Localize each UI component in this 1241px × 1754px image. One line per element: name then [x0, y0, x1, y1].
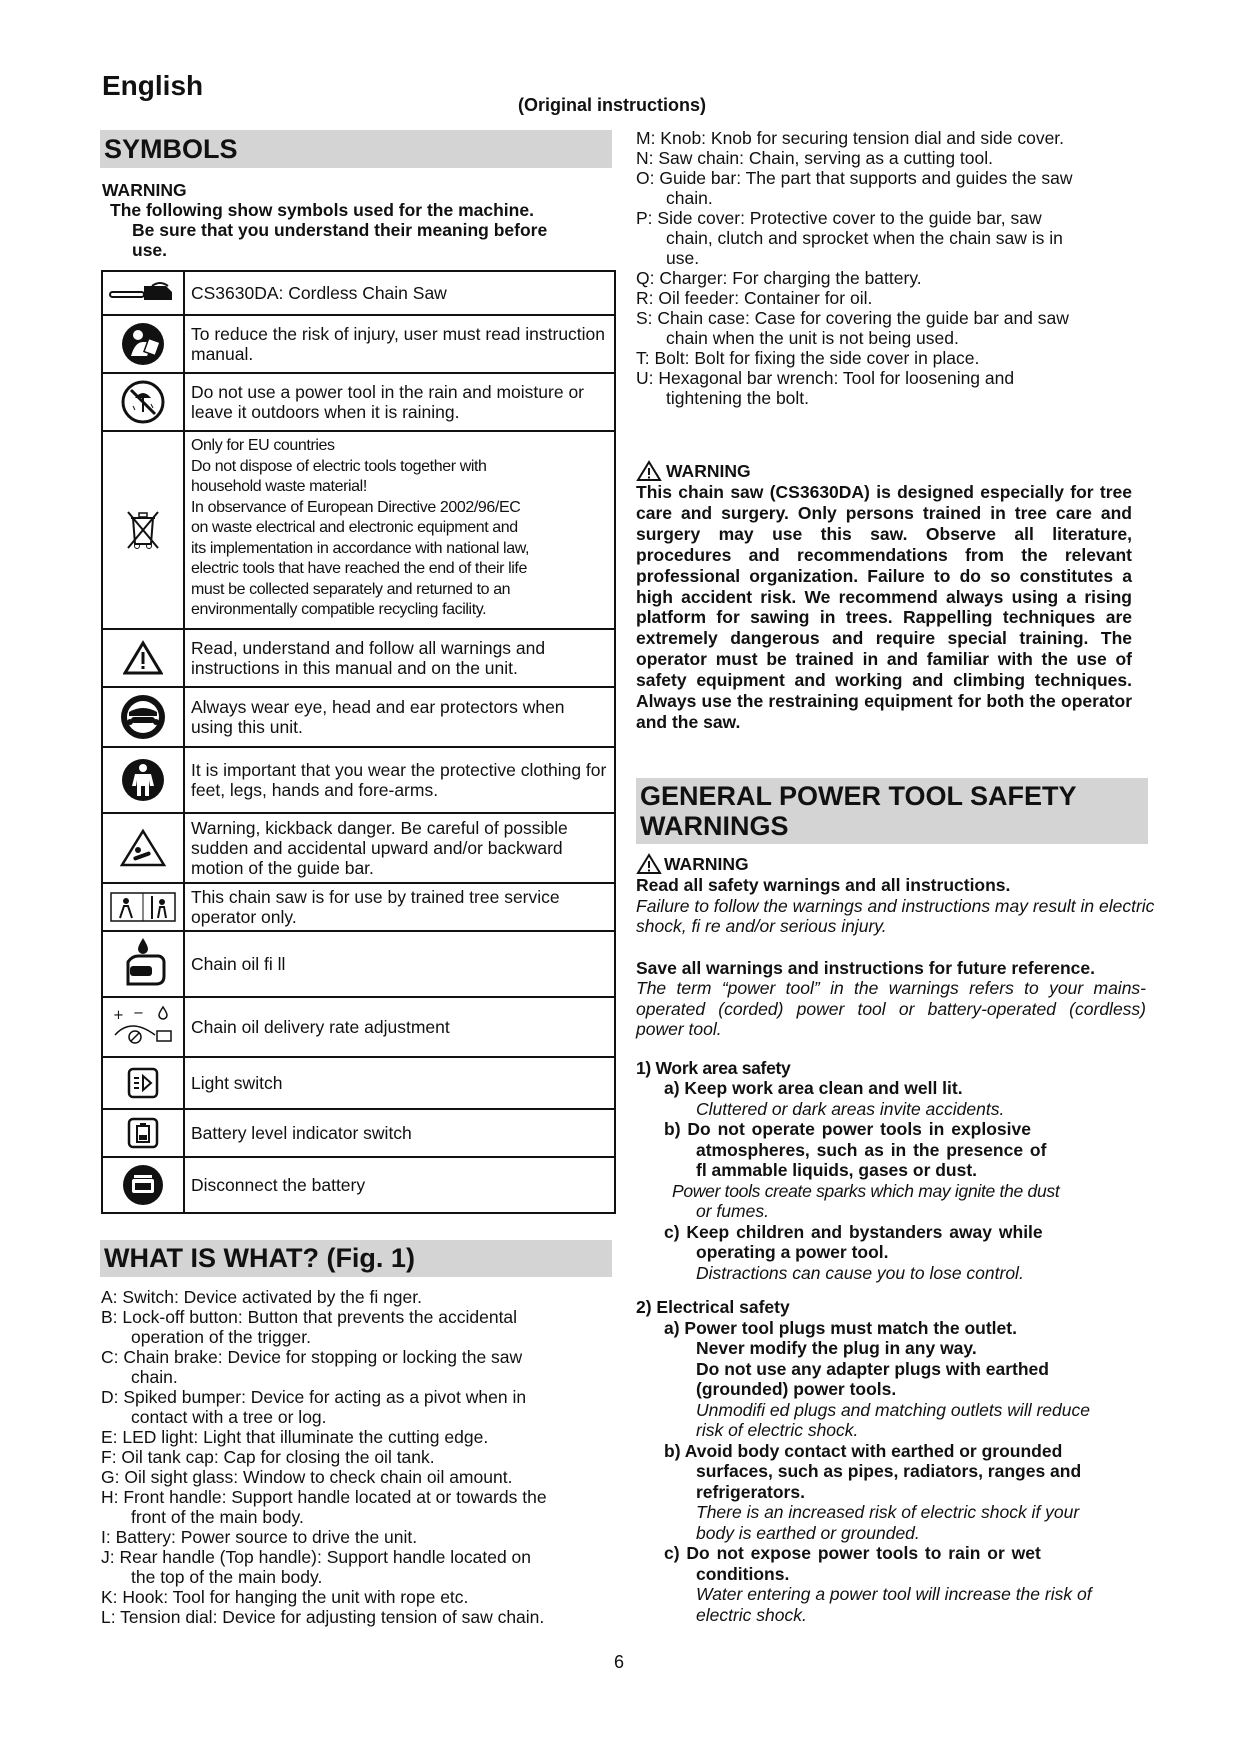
part-line: B: Lock-off button: Button that prevents the accidental [101, 1307, 518, 1327]
symbol-row [103, 814, 614, 884]
symbol-text: Light switch [191, 1073, 283, 1093]
part-line: contact with a tree or log. [131, 1407, 327, 1427]
symbol-text: CS3630DA: Cordless Chain Saw [191, 283, 447, 303]
s1a-italic: Cluttered or dark areas invite accidents. [696, 1098, 1005, 1119]
part-item [101, 1607, 613, 1627]
s2a-line: a) Power tool plugs must match the outlet. [664, 1317, 1017, 1338]
failure-text: Failure to follow the warnings and instructions may result in electric shock, fi re and/or serious injury. [636, 895, 1155, 936]
general-warning-title [636, 853, 1156, 875]
symbol-text: Warning, kickback danger. Be careful of possible sudden and accidental upward and/or backward motion of the guide bar. [191, 818, 568, 878]
symbols-table [101, 270, 616, 1214]
symbol-text: Always wear eye, head and ear protectors when using this unit. [191, 697, 565, 737]
s1b-line: b) Do not operate power tools in explosive [664, 1119, 1031, 1139]
eu-line: must be collected separately and returned to an [191, 580, 511, 598]
disconnect-battery-icon [103, 1158, 185, 1212]
part-item [101, 1427, 613, 1447]
part-line: front of the main body. [131, 1507, 304, 1527]
s2b-line: refrigerators. [696, 1481, 805, 1502]
symbol-row [103, 1110, 614, 1158]
section-electrical-title: 2) Electrical safety [636, 1297, 790, 1317]
section-work-area-title: 1) Work area safety [636, 1057, 791, 1078]
part-item [101, 1487, 613, 1527]
part-item [101, 1587, 613, 1607]
eu-line: electric tools that have reached the end of their life [191, 560, 527, 577]
part-line: U: Hexagonal bar wrench: Tool for loosening and [636, 368, 1015, 388]
s1c-italic: Distractions can cause you to lose control. [696, 1262, 1024, 1283]
eu-line: its implementation in accordance with national law, [191, 539, 530, 557]
part-line: I: Battery: Power source to drive the unit. [101, 1527, 418, 1547]
symbol-row [103, 1058, 614, 1110]
warning-line: use. [132, 240, 168, 260]
battery-level-icon [103, 1110, 185, 1156]
warning-label: WARNING [664, 853, 749, 874]
eu-line: on waste electrical and electronic equipment and [191, 519, 518, 536]
s2c-line: c) Do not expose power tools to rain or wet [664, 1543, 1041, 1563]
part-item [101, 1467, 613, 1487]
part-line: C: Chain brake: Device for stopping or locking the saw [101, 1347, 523, 1367]
part-item [101, 1287, 613, 1307]
part-line: chain, clutch and sprocket when the chain saw is in [666, 228, 1063, 248]
s2b-italic: body is earthed or grounded. [696, 1522, 920, 1543]
symbol-row [103, 932, 614, 998]
symbol-text: Disconnect the battery [191, 1175, 366, 1195]
general-safety-section [636, 853, 1156, 1625]
symbol-text: It is important that you wear the protective clothing for feet, legs, hands and fore-arms. [191, 760, 607, 800]
part-line: T: Bolt: Bolt for fixing the side cover in place. [636, 348, 980, 368]
part-item [101, 1447, 613, 1467]
part-line: chain. [666, 188, 713, 208]
part-line: K: Hook: Tool for hanging the unit with rope etc. [101, 1587, 469, 1607]
s1b-line: atmospheres, such as in the presence of [696, 1139, 1047, 1160]
part-line: D: Spiked bumper: Device for acting as a pivot when in [101, 1387, 527, 1407]
part-line: S: Chain case: Case for covering the guide bar and saw [636, 308, 1069, 328]
symbol-text-eu [185, 432, 535, 628]
no-rain-icon [103, 374, 185, 430]
s1b-italic: or fumes. [696, 1201, 769, 1221]
part-item [636, 168, 1156, 208]
s2a-line: (grounded) power tools. [696, 1379, 897, 1399]
eye-head-ear-protection-icon [103, 688, 185, 746]
symbol-row [103, 998, 614, 1058]
s2a-line: Do not use any adapter plugs with earthed [696, 1358, 1049, 1379]
kickback-warning-icon [103, 814, 185, 882]
general-safety-heading: GENERAL POWER TOOL SAFETY WARNINGS [636, 778, 1148, 844]
chain-saw-icon [103, 272, 185, 314]
part-line: R: Oil feeder: Container for oil. [636, 288, 873, 308]
chain-oil-fill-icon [103, 932, 185, 996]
part-item [636, 148, 1156, 168]
s1a-line: a) Keep work area clean and well lit. [664, 1078, 963, 1098]
part-item [101, 1527, 613, 1547]
part-line: J: Rear handle (Top handle): Support handle located on [101, 1547, 532, 1567]
symbol-row [103, 432, 614, 630]
chainsaw-warning-title [636, 460, 1132, 482]
symbol-text: This chain saw is for use by trained tree service operator only. [191, 887, 560, 927]
s2a-italic: risk of electric shock. [696, 1420, 859, 1440]
light-switch-icon [103, 1058, 185, 1108]
part-line: the top of the main body. [131, 1567, 323, 1587]
svg-text:+: + [113, 1008, 124, 1023]
part-line: H: Front handle: Support handle located at or towards the [101, 1487, 547, 1507]
part-item [636, 208, 1156, 268]
what-is-what-heading: WHAT IS WHAT? (Fig. 1) [100, 1240, 612, 1277]
read-manual-icon [103, 316, 185, 372]
symbol-row [103, 630, 614, 688]
symbols-warning [102, 180, 612, 260]
symbol-text: Battery level indicator switch [191, 1123, 412, 1143]
part-item [636, 348, 1156, 368]
read-all-text: Read all safety warnings and all instructions. [636, 875, 1011, 895]
parts-list-left [101, 1287, 613, 1627]
symbols-heading: SYMBOLS [100, 130, 612, 168]
save-text: Save all warnings and instructions for future reference. [636, 957, 1096, 978]
original-instructions-label: (Original instructions) [518, 95, 707, 115]
chainsaw-warning [636, 460, 1132, 733]
s2c-line: conditions. [696, 1563, 790, 1584]
part-item [636, 128, 1156, 148]
part-line: O: Guide bar: The part that supports and guides the saw [636, 168, 1073, 188]
part-line: Q: Charger: For charging the battery. [636, 268, 922, 288]
protective-clothing-icon [103, 748, 185, 812]
oil-rate-adjust-icon [103, 998, 185, 1056]
s1c-line: operating a power tool. [696, 1242, 889, 1262]
s1c-line: c) Keep children and bystanders away while [664, 1221, 1043, 1242]
part-item [101, 1347, 613, 1387]
language-heading: English [102, 70, 204, 101]
s2b-line: b) Avoid body contact with earthed or grounded [664, 1440, 1063, 1461]
s2a-italic: Unmodifi ed plugs and matching outlets will reduce [696, 1399, 1090, 1420]
part-line: G: Oil sight glass: Window to check chain oil amount. [101, 1467, 513, 1487]
s2c-italic: electric shock. [696, 1604, 807, 1625]
term-text: The term “power tool” in the warnings refers to your mains-operated (corded) power tool or battery-operated (cordless) power tool. [636, 978, 1146, 1039]
parts-list-right [636, 128, 1156, 408]
eu-line: environmentally compatible recycling facility. [191, 601, 487, 618]
part-item [636, 368, 1156, 408]
trained-operator-icon [103, 884, 185, 930]
symbol-row [103, 884, 614, 932]
eu-line: In observance of European Directive 2002/96/EC [191, 498, 521, 516]
symbol-text: Read, understand and follow all warnings and instructions in this manual and on the unit. [191, 638, 546, 678]
s2a-line: Never modify the plug in any way. [696, 1338, 977, 1358]
symbol-text: Chain oil delivery rate adjustment [191, 1017, 450, 1037]
eu-line: Do not dispose of electric tools together with [191, 457, 487, 475]
part-item [101, 1307, 613, 1347]
part-line: N: Saw chain: Chain, serving as a cutting tool. [636, 148, 993, 168]
s2b-italic: There is an increased risk of electric shock if your [696, 1502, 1080, 1522]
symbol-text: To reduce the risk of injury, user must read instruction manual. [191, 324, 606, 364]
symbol-row [103, 748, 614, 814]
symbol-row [103, 316, 614, 374]
part-line: E: LED light: Light that illuminate the cutting edge. [101, 1427, 489, 1447]
warning-triangle-icon [636, 460, 662, 482]
part-line: operation of the trigger. [131, 1327, 311, 1347]
part-item [101, 1387, 613, 1427]
part-item [636, 288, 1156, 308]
warning-triangle-icon [103, 630, 185, 686]
chainsaw-warning-text: This chain saw (CS3630DA) is designed especially for tree care and surgery. Only persons trained in tree care and surgery may use this saw. Observe all literature, procedures and recommendations from the relevant professional organization. Failure to do so constitutes a high accident risk. We recommend always using a rising platform for sawing in trees. Rappelling techniques are extremely dangerous and require special training. The operator must be trained in and familiar with the use of safety equipment and working and climbing techniques. Always use the restraining equipment for both the operator and the saw. [636, 482, 1132, 732]
part-item [636, 268, 1156, 288]
s2c-italic: Water entering a power tool will increase the risk of [696, 1584, 1092, 1604]
part-line: chain. [131, 1367, 178, 1387]
warning-label: WARNING [102, 180, 187, 200]
part-line: use. [666, 248, 700, 268]
warning-line: Be sure that you understand their meaning before [132, 220, 548, 240]
page-number: 6 [614, 1652, 625, 1672]
part-line: tightening the bolt. [666, 388, 810, 408]
part-item [101, 1547, 613, 1587]
symbol-row [103, 1158, 614, 1214]
crossed-bin-icon [103, 432, 185, 628]
part-line: P: Side cover: Protective cover to the guide bar, saw [636, 208, 1042, 228]
part-line: M: Knob: Knob for securing tension dial and side cover. [636, 128, 1065, 148]
eu-line: household waste material! [191, 478, 367, 495]
symbol-text: Do not use a power tool in the rain and moisture or leave it outdoors when it is raining. [191, 382, 584, 422]
part-line: L: Tension dial: Device for adjusting tension of saw chain. [101, 1607, 545, 1627]
symbol-row [103, 374, 614, 432]
symbol-text: Chain oil fi ll [191, 954, 286, 974]
part-item [636, 308, 1156, 348]
symbol-row [103, 272, 614, 316]
warning-triangle-icon [636, 853, 662, 875]
part-line: F: Oil tank cap: Cap for closing the oil tank. [101, 1447, 435, 1467]
warning-line: The following show symbols used for the machine. [110, 200, 534, 220]
svg-text:−: − [133, 1006, 144, 1021]
eu-line: Only for EU countries [191, 437, 335, 454]
s1b-italic: Power tools create sparks which may ignite the dust [672, 1180, 1060, 1201]
warning-label: WARNING [666, 460, 751, 481]
part-line: A: Switch: Device activated by the fi nger. [101, 1287, 422, 1307]
s1b-line: fl ammable liquids, gases or dust. [696, 1160, 978, 1180]
s2b-line: surfaces, such as pipes, radiators, ranges and [696, 1461, 1082, 1481]
part-line: chain when the unit is not being used. [666, 328, 959, 348]
symbol-row [103, 688, 614, 748]
